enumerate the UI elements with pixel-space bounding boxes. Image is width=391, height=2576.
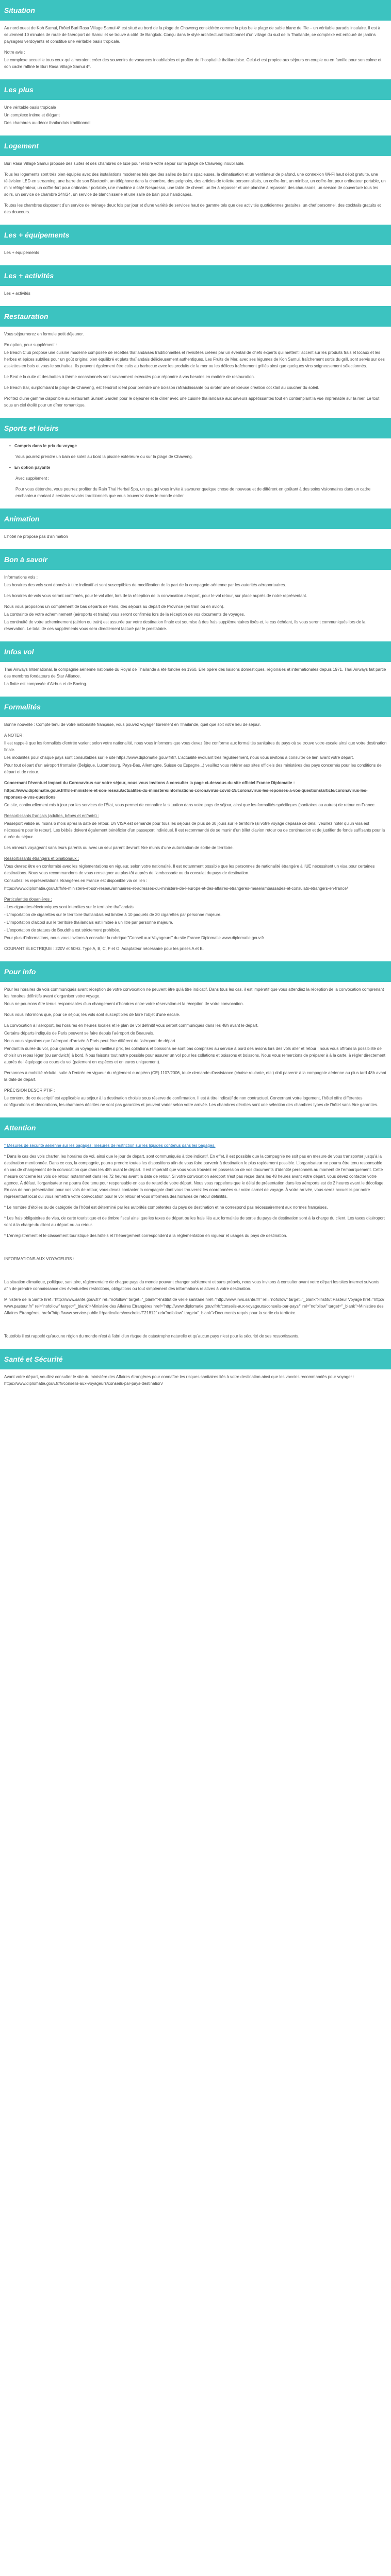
attention-link-liquids[interactable]: * Mesures de sécurité aérienne sur les bagages: mesures de restriction sur les liquides contenus dans les bagages. — [4, 1143, 216, 1148]
formalites-p21: Pour plus d'informations, nous vous invitons à consulter la rubrique "Conseil aux Voyageurs" du site France Diplomatie www.diplomatie.gouv.fr — [4, 936, 264, 940]
sante-p1: Avant votre départ, veuillez consulter le site du ministère des Affaires étrangères pour connaître les risques sanitaires liés à votre destination ainsi que les vaccins recommandés pour voyager : https://www.diplomatie.gouv.fr/fr/conseils-aux-voyageurs/conseils-par-pays-destination/ — [4, 1375, 354, 1386]
animation-body — [0, 533, 391, 540]
restauration-body — [0, 331, 391, 409]
plus-item: Une véritable oasis tropicale — [4, 105, 56, 110]
section-attention-title: Attention — [0, 1117, 391, 1138]
section-equipements-title: Les + équipements — [0, 225, 391, 245]
bon-savoir-body — [0, 574, 391, 632]
restauration-beach-club: Le Beach Club propose une cuisine moderne composée de recettes thaïlandaises traditionnelles et revisitées créées par un éventail de chefs experts qui mettent l'accent sur les produits frais et locaux et les herbes et épices subtiles pour un goût original bien équilibré et plats thaïlandais délicieusement authentiques. Les Fruits de Mer, avec ses légumes de Koh Samui, fraîchement sortis du grill, sont servis sur des assiettes en bois et vous le souhaitez. Ils peuvent également être cuits au barbecue avec les produits de la mer ou les délices fraîchement grillés ainsi que quelques vins soigneusement sélectionnés. — [4, 350, 385, 368]
logement-services: Toutes les chambres disposent d'un service de ménage deux fois par jour et d'une variété de services haut de gamme tels que des activités quotidiennes gratuites, un chef personnel, des cocktails gratuits et des douceurs. — [4, 203, 381, 214]
plus-item: Un complexe intime et élégant — [4, 113, 60, 117]
attention-body — [0, 1142, 391, 1340]
bon-savoir-p2: Les horaires des vols sont donnés à titre indicatif et sont susceptibles de modification de la part de la compagnie aérienne par les autorités aéroportuaires. — [4, 583, 286, 587]
activites-text: Les + activités — [4, 291, 30, 296]
formalites-p20: - L'exportation de statues de Bouddha est strictement prohibée. — [4, 928, 120, 933]
formalites-p8: Ce site, continuellement mis à jour par les services de l'État, vous permet de connaître la situation dans votre pays de séjour, ainsi que les formalités spécifiques (sanitaires ou autres) de retour en France. — [4, 803, 376, 807]
formalites-p10: Passeport valide au moins 6 mois après la date de retour. Un VISA est demandé pour tous les séjours de plus de 30 jours sur le territoire (si votre voyage dépasse ce délai, veuillez noter qu'un visa est nécessaire pour le retour). Les bébés doivent également bénéficier d'un passeport individuel. Il est recommandé de se munir d'un billet d'avion retour ou de continuation et de justifier de fonds suffisants pour la durée du séjour. — [4, 821, 385, 839]
formalites-covid: Concernant l'éventuel impact du Coronavirus sur votre séjour, nous vous invitons à consulter la page ci-dessous du site officiel France Diplomatie : — [4, 781, 295, 785]
activites-body — [0, 290, 391, 297]
logement-body — [0, 160, 391, 215]
sports-included-label: • Compris dans le prix du voyage — [4, 443, 387, 449]
situation-text: Au nord ouest de Koh Samui, l'hôtel Buri Rasa Village Samui 4* est situé au bord de la plage de Chaweng considérée comme la plus belle plage de sable blanc de l'île – un véritable paradis insulaire. Il est à seulement 10 minutes de route de l'aéroport de Samui et se trouve à côté de Bangkok. Conçu dans le style architectural traditionnel d'un village du sud de la Thaïlande, ce complexe est entouré de jardins paysagers verdoyants et constitue une véritable oasis tropicale. — [4, 26, 381, 44]
pour-info-p2: Nous ne pourrons être tenus responsables d'un changement d'horaires entre votre réservation et la réception de votre convocation. — [4, 1002, 244, 1006]
restauration-option-label: En option, pour supplément : — [4, 343, 57, 347]
section-logement-title: Logement — [0, 135, 391, 156]
situation-review-text: Le complexe accueille tous ceux qui aimeraient créer des souvenirs de vacances inoubliables et profiter de l'hospitalité thaïlandaise. Celui-ci est propice aux séjours en couple ou en famille pour son calme et son cadre raffiné le Buri Rasa Village Samui 4*. — [4, 58, 382, 69]
sports-option-sub: Avec supplément : — [15, 476, 50, 481]
pour-info-p6: Nous vous signalons que l'aéroport d'arrivée à Paris peut être différent de l'aéroport de départ. — [4, 1039, 176, 1043]
pour-info-p1: Pour les horaires de vols communiqués avant réception de votre convocation ne peuvent être qu'à titre indicatif. Dans tous les cas, il est impératif que vous attendiez la réception de la convocation comprenant les horaires définitifs avant d'organiser votre voyage. — [4, 987, 384, 998]
sports-list-option — [4, 464, 387, 471]
formalites-p13: Vous devrez être en conformité avec les réglementations en vigueur, selon votre nationalité. Il est notamment possible que les personnes de nationalité étrangère à l'UE nécessitent un visa pour certaines destinations. Nous vous recommandons de vous renseigner au plus tôt auprès de l'ambassade ou du consulat du pays de destination. — [4, 864, 375, 875]
attention-p3: * Le nombre d'étoiles ou de catégorie de l'hôtel est déterminé par les autorités compétentes du pays de destination et ne correspond pas nécessairement aux normes françaises. — [4, 1205, 328, 1210]
bon-savoir-p5: La contrainte de votre acheminement (aéroports et trains) vous seront confirmés lors de la réception de vos documents de voyages. — [4, 612, 245, 617]
formalites-note-label: A NOTER : — [4, 733, 25, 738]
attention-p1 — [4, 1142, 387, 1149]
formalites-p11: Les mineurs voyageant sans leurs parents ou avec un seul parent devront être munis d'une autorisation de sortie de territoire. — [4, 845, 234, 850]
sante-body — [0, 1374, 391, 1387]
section-pour-info-title: Pour info — [0, 961, 391, 982]
section-sante-title: Santé et Sécurité — [0, 1349, 391, 1369]
pour-info-body — [0, 986, 391, 1108]
section-sports-title: Sports et loisirs — [0, 418, 391, 438]
sports-option-text: Pour vous détendre, vous pourrez profiter du Rain Thai Herbal Spa, un spa qui vous invite à savourer quelque chose de nouveau et de différent en goûtant à des soins visionnaires dans un cadre enchanteur mariant à certains savoirs traditionnels que vous trouverez dans le monde entier. — [15, 487, 371, 498]
equipements-text: Les + équipements — [4, 250, 39, 255]
attention-info-label: INFORMATIONS AUX VOYAGEURS : — [4, 1257, 74, 1261]
pour-info-p5: Certains départs indiqués de Paris peuvent se faire depuis l'aéroport de Beauvais. — [4, 1031, 155, 1036]
sports-option-label: • En option payante — [4, 464, 387, 471]
bon-savoir-flights-label: Informations vols : — [4, 575, 38, 580]
section-formalites-title: Formalités — [0, 697, 391, 717]
formalites-p5: Pour tout départ d'un aéroport frontalier (Belgique, Luxembourg, Pays-Bas, Allemagne, Suisse ou Espagne...) veuillez vous référer aux sites officiels des ministères des pays concernés pour les conditions de départ et de retour. — [4, 763, 382, 774]
section-animation-title: Animation — [0, 509, 391, 529]
logement-equipment: Tous les logements sont très bien équipés avec des installations modernes tels que des salles de bains spacieuses, la climatisation et un ventilateur de plafond, une connexion Wi-Fi haut débit gratuite, une télévision LED en streaming, une barre de son Bluetooth, un téléphone dans la chambre, des peignoirs, des articles de toilette personnalisés, un coffre-fort, un minibar, un coffre-fort pour ordinateur portable, un mini réfrigérateur, un coffre-fort pour ordinateur portable, une machine à café Nespresso, une table de chevet, un fer à repasser et une planche à repasser, des chaussons, un service de couverture tous les soirs, un service de chambre 24h/24, un service de blanchisserie et une salle de bain pour handicapés. — [4, 172, 386, 197]
formalites-p18: - L'importation de cigarettes sur le territoire thaïlandais est limitée à 10 paquets de 20 cigarettes par personne majeure. — [4, 912, 222, 917]
attention-links-text[interactable]: Ministère de la Santé href="http://www.sante.gouv.fr/" rel="nofollow" target="_blank">Institut de veille sanitaire href="http://www.invs.sante.fr/" rel="nofollow" target="_blank">Institut Pasteur Voyage href="http://www.pasteur.fr/" rel="nofollow" target="_blank">Ministère des Affaires Etrangères href="http://www.diplomatie.gouv.fr/fr/conseils-aux-voyageurs/conseils-par-pays/" rel="nofollow" target="_blank">Ministère des Affaires Étrangères, href="http://www.service-public.fr/particuliers/vosdroits/F21812" rel="nofollow" target="_blank">Documents requis pour la sortie du territoire. — [4, 1297, 384, 1315]
formalites-foreign-label: Ressortissants étrangers et binationaux : — [4, 856, 79, 861]
pour-info-p10: Le contenu de ce descriptif est applicable au séjour à la destination choisie sous réserve de confirmation. Il est à titre indicatif de non contractuel. Concernant votre logement, l'hôtel offre différentes configurations et décorations, les chambres décrites ne sont pas garanties et peuvent varier selon votre arrivée. Les chambres décrites sont une sélection des chambres types de l'hôtel sans être garanties. — [4, 1096, 379, 1107]
pour-info-p3: Nous vous informons que, pour ce séjour, les vols sont susceptibles de faire l'objet d'une escale. — [4, 1012, 181, 1017]
formalites-covid-link[interactable]: https://www.diplomatie.gouv.fr/fr/le-ministere-et-son-reseau/actualites-du-ministere/informations-coronavirus-covid-19/coronavirus-les-reponses-a-vos-questions/article/coronavirus-les-reponses-a-vos-questions — [4, 788, 368, 800]
section-plus-title: Les plus — [0, 79, 391, 100]
formalites-fr-label: Ressortissants français (adultes, bébés et enfants) : — [4, 814, 100, 818]
attention-p2: * Dans le cas des vols charter, les horaires de vol, ainsi que le jour de départ, sont communiqués à titre indicatif. En effet, il est possible que la compagnie ne soit pas en mesure de vous transporter jusqu'à la destination mentionnée. Dans ce cas, la compagnie, pourra prendre toutes les dispositions afin de vous faire parvenir à destination le plus rapidement possible. L'organisateur ne pourra être tenu responsable en cas de changement de la convocation que dans les 48h avant le départ. Il est impératif que vous vous trouviez en possession de vos documents d'identité personnels au moment de l'embarquement. Cette mesure concerne les vols de retour, notamment dans les 72 heures avant la date de retour. Si votre convocation aéroport n'est pas reçue dans les 48 heures avant votre départ, vous devez contacter votre agence. À défaut, l'organisateur ne pourra être tenu pour responsable en cas de retard de votre départ. Nous vous rappelons que le délai de présentation dans les aéroports est de 2 heures avant le décollage. En cas de non présentation pour vos vols de retour, vous devez contacter la compagnie dont vous trouverez les coordonnées sur votre carnet de voyage. À votre arrivée, vous serez accueillis par notre représentant local qui vous remettra votre convocation pour le vol retour et vous informera des horaires de retour définitifs. — [4, 1154, 385, 1199]
pour-info-p8: Personnes à mobilité réduite, suite à l'entrée en vigueur du règlement européen (CE) 1107/2006, toute demande d'assistance (chaise roulante, etc.) doit parvenir à la compagnie aérienne au plus tard 48h avant la date de départ. — [4, 1071, 386, 1082]
animation-text: L'hôtel ne propose pas d'animation — [4, 534, 68, 539]
situation-body — [0, 25, 391, 70]
formalites-p14: Consultez les représentations étrangères en France est disponible via ce lien : — [4, 878, 148, 883]
infos-vol-p1: Thaï Airways International, la compagnie aérienne nationale du Royal de Thaïlande a été fondée en 1960. Elle opère des liaisons domestiques, régionales et internationales depuis 1971. Thaï Airways fait partie des membres fondateurs de Star Alliance. — [4, 667, 386, 679]
formalites-customs-label: Particularités douanières : — [4, 897, 52, 902]
sports-included-text: Vous pourrez prendre un bain de soleil au bord la piscine extérieure ou sur la plage de Chaweng. — [15, 454, 193, 459]
attention-links — [4, 1296, 387, 1316]
pour-info-p4: La convocation à l'aéroport, les horaires en heures locales et le plan de vol définitif vous seront communiqués dans les 48h avant le départ. — [4, 1023, 258, 1028]
attention-p4: * Les frais obligatoires de visa, de carte touristique et de timbre fiscal ainsi que les taxes de départ ou les frais liés aux formalités de sortie du pays de destination sont à la charge du client. Les taxes d'aéroport sont à la charge du client au départ ou au retour. — [4, 1216, 385, 1227]
bon-savoir-p4: Nous vous proposons un complément de bas départs de Paris, des séjours au départ de Province (en train ou en avion). — [4, 604, 224, 609]
restauration-formula: Vous séjournerez en formule petit déjeuner. — [4, 332, 84, 336]
logement-intro: Buri Rasa Village Samui propose des suites et des chambres de luxe pour rendre votre séjour sur la plage de Chaweng inoubliable. — [4, 161, 245, 166]
formalites-p1: Bonne nouvelle : Compte tenu de votre nationalité française, vous pouvez voyager librement en Thaïlande, quel que soit votre lieu de séjour. — [4, 722, 261, 727]
situation-review-label: Notre avis : — [4, 50, 25, 55]
sports-list — [4, 443, 387, 449]
sports-body — [0, 443, 391, 499]
pour-info-p7: Pendant la durée du vol, pour garantir un voyage au meilleur prix, les collations et boissons ne sont pas comprises au service à bord des avions lors des vols aller et retour ; nous vous offrons la possibilité de choisir un repas léger (ou sandwich) à bord. Nous faisons tout notre possible pour assurer un vol pour les collations et boissons et boissons. Nous vous remercions de préparer à à la carte, à régler directement auprès de l'équipage ou cours du vol (paiement en espèces et en euros uniquement). — [4, 1046, 386, 1064]
section-infos-vol-title: Infos vol — [0, 641, 391, 662]
restauration-sunset: Profitez d'une gamme disponible au restaurant Sunset Garden pour le déjeuner et le dîner avec une cuisine thaïlandaise aux saveurs appétissantes tout en contemplant la vue imprenable sur la mer. Le tout sous un ciel étoilé pour un dîner romantique. — [4, 396, 380, 408]
bon-savoir-p3: Les horaires de vols vous seront confirmés, pour le vol aller, lors de la réception de la convocation aéroport, pour le vol retour, sur place auprès de notre représentant. — [4, 594, 307, 598]
restauration-beach-bar: Le Beach Bar, surplombant la plage de Chaweng, est l'endroit idéal pour prendre une boisson rafraîchissante ou siroter une délicieuse création cocktail au coucher du soleil. — [4, 385, 319, 390]
plus-body — [0, 104, 391, 126]
formalites-p17: - Les cigarettes électroniques sont interdites sur le territoire thaïlandais — [4, 905, 134, 909]
formalites-body — [0, 721, 391, 952]
section-restauration-title: Restauration — [0, 306, 391, 327]
attention-p5: * L'enregistrement et le classement touristique des hôtels et l'hébergement correspondent à la réglementation en vigueur et usages du pays de destination. — [4, 1233, 287, 1238]
section-situation-title: Situation — [0, 0, 391, 21]
infos-vol-body — [0, 666, 391, 687]
formalites-p22: COURANT ÉLECTRIQUE : 220V et 50Hz. Type A, B, C, F et O. Adaptateur nécessaire pour les prises A et B. — [4, 946, 204, 951]
attention-p9: Toutefois il est rappelé qu'aucune région du monde n'est à l'abri d'un risque de catastrophe naturelle et qu'aucun pays n'est pour la sécurité de ses ressortissants. — [4, 1334, 300, 1338]
formalites-p15[interactable]: https://www.diplomatie.gouv.fr/fr/le-ministere-et-son-reseau/annuaires-et-adresses-du-ministere-de-l-europe-et-des-affaires-etrangeres-meae/ambassades-et-consulats-etrangers-en-france/ — [4, 886, 348, 891]
pour-info-precision-label: PRÉCISION DESCRIPTIF : — [4, 1088, 55, 1093]
plus-item: Des chambres au décor thaïlandais traditionnel — [4, 121, 91, 125]
formalites-p3: Il est rappelé que les formalités d'entrée varient selon votre nationalité, nous vous informons que vous devez être conforme aux formalités sanitaires du pays où se trouve votre escale ainsi que votre destination finale. — [4, 741, 387, 752]
infos-vol-p2: La flotte est composée d'Airbus et de Boeing. — [4, 682, 87, 686]
bon-savoir-p6: La continuité de votre acheminement (aérien ou train) est assurée par votre destination finale est soumise à des frais supplémentaires fixés et, le cas échéant, ils vous seront communiqués lors de la réservation. Le total de ces suppléments vous sera directement facturé par le prestataire. — [4, 620, 366, 631]
formalites-p19: - L'importation d'alcool sur le territoire thaïlandais est limitée à un litre par personne majeure. — [4, 920, 173, 925]
attention-p7: La situation climatique, politique, sanitaire, réglementaire de chaque pays du monde pouvant changer subitement et sans préavis, nous vous invitons à consulter avant votre départ les sites internet suivants afin de prendre connaissance des éventuelles restrictions, obligations ou tout simplement des informations relatives à votre destination. — [4, 1280, 380, 1291]
section-activites-title: Les + activités — [0, 265, 391, 286]
formalites-p4: Les modalités pour chaque pays sont consultables sur le site https://www.diplomatie.gouv.fr/fr/. L'actualité évoluant très régulièrement, nous vous invitons à consulter ce lien avant votre départ. — [4, 755, 354, 760]
restauration-themes: Le Beat e la cuite et des battes à thème occasionnels sont savamment exécutés pour répondre à vos besoins en matière de restauration. — [4, 375, 255, 379]
equipements-body — [0, 249, 391, 256]
section-bon-savoir-title: Bon à savoir — [0, 549, 391, 570]
